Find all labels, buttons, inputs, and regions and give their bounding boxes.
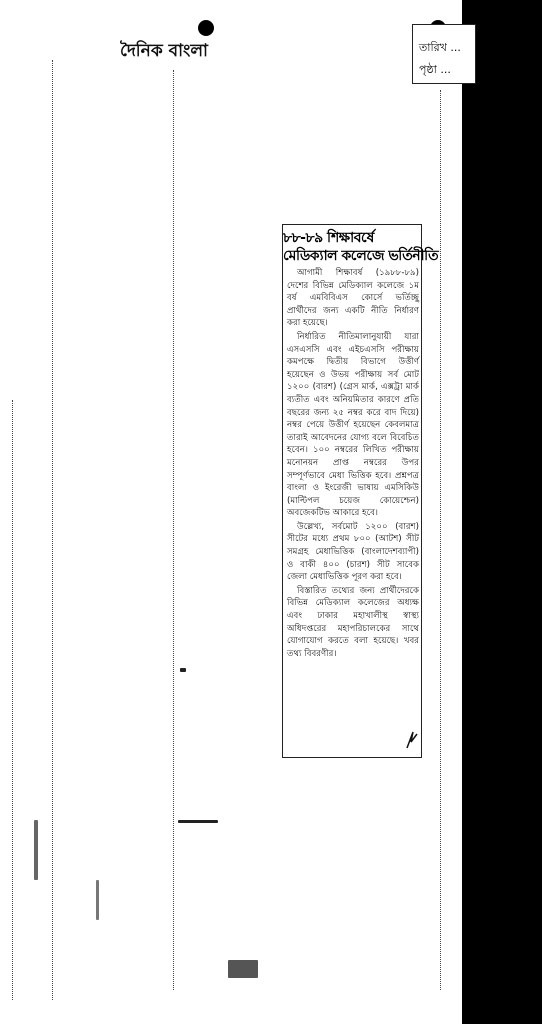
scan-edge-shadow <box>462 0 542 1024</box>
headline-line-2: মেডিক্যাল কলেজে ভর্তিনীতি <box>283 248 439 264</box>
article-paragraph: নির্ধারিত নীতিমালানুযায়ী যারা এসএসসি এবং এইচএসসি পরীক্ষায় কমপক্ষে দ্বিতীয় বিভাগে উত্তীর্ণ হয়েছেন ও উভয় পরীক্ষায় সর্ব মোট ১২০০ (বারশ) (গ্রেস মার্ক, এক্সট্রা মার্ক ব্যতীত এবং অনিয়মিতার কারণে প্রতি বছরের জন্য ২৫ নম্বর করে বাদ দিয়ে) নম্বর পেয়ে উত্তীর্ণ হয়েছেন কেবলমাত্র তারাই আবেদনের যোগ্য বলে বিবেচিত হবেন। ১০০ নম্বরের লিখিত পরীক্ষায় মনোনয়ন প্রাপ্ত নম্বরের উপর সম্পূর্ণভাবে মেধা ভিত্তিক হবে। প্রশ্নপত্র বাংলা ও ইংরেজী ভাষায় এমসিকিউ (মাল্টিপল চয়েজ কোয়েশ্চেন) অবজেকটিভ আকারে হবে। <box>287 331 419 519</box>
scan-speck <box>180 668 186 672</box>
dotted-rule-middle <box>173 70 174 990</box>
newspaper-masthead: দৈনিক বাংলা <box>120 41 208 61</box>
article-paragraph: বিস্তারিত তথ্যের জন্য প্রার্থীদেরকে বিভিন্ন মেডিক্যাল কলেজের অধ্যক্ষ এবং ঢাকার মহাখালীস্থ স্বাস্থ্য অধিদপ্তরের মহাপরিচালকের সাথে যোগাযোগ করতে বলা হয়েছে। খবর তথ্য বিবরণীর। <box>287 585 419 659</box>
scan-speck <box>178 820 218 823</box>
scan-speck <box>34 820 38 880</box>
scan-speck <box>228 960 258 978</box>
dotted-rule-right <box>440 90 441 990</box>
scan-speck <box>96 880 99 920</box>
headline-line-1: ৮৮-৮৯ শিক্ষাবর্ষে <box>283 230 374 246</box>
dotted-rule-left <box>52 60 53 1000</box>
article-paragraph: আগামী শিক্ষাবর্ষ (১৯৮৮-৮৯) দেশের বিভিন্ন মেডিক্যাল কলেজে ১ম বর্ষ এমবিবিএস কোর্সে ভর্তিচ্ছু প্রার্থীদের জন্য একটি নীতি নির্ধারণ করা হয়েছে। <box>287 268 419 329</box>
date-page-stamp <box>412 24 476 84</box>
stamp-page-label: পৃষ্ঠা ... <box>419 63 451 76</box>
pen-mark-icon <box>405 730 419 750</box>
dotted-rule-far-left <box>12 400 13 1000</box>
stamp-date-label: তারিখ ... <box>419 41 461 54</box>
news-clipping <box>282 224 439 758</box>
article-paragraph: উল্লেখ্য, সর্বমোট ১২০০ (বারশ) সীটের মধ্যে প্রথম ৮০০ (আটশ) সীট সমগ্রহ মেধাভিত্তিক (বাংলাদেশব্যাপী) ও বাকী ৪০০ (চারশ) সীট সাবেক জেলা মেধাভিত্তিক পূরণ করা হবে। <box>287 521 419 583</box>
article-headline <box>283 229 439 265</box>
article-body <box>287 267 419 661</box>
punch-hole-left <box>198 20 214 36</box>
